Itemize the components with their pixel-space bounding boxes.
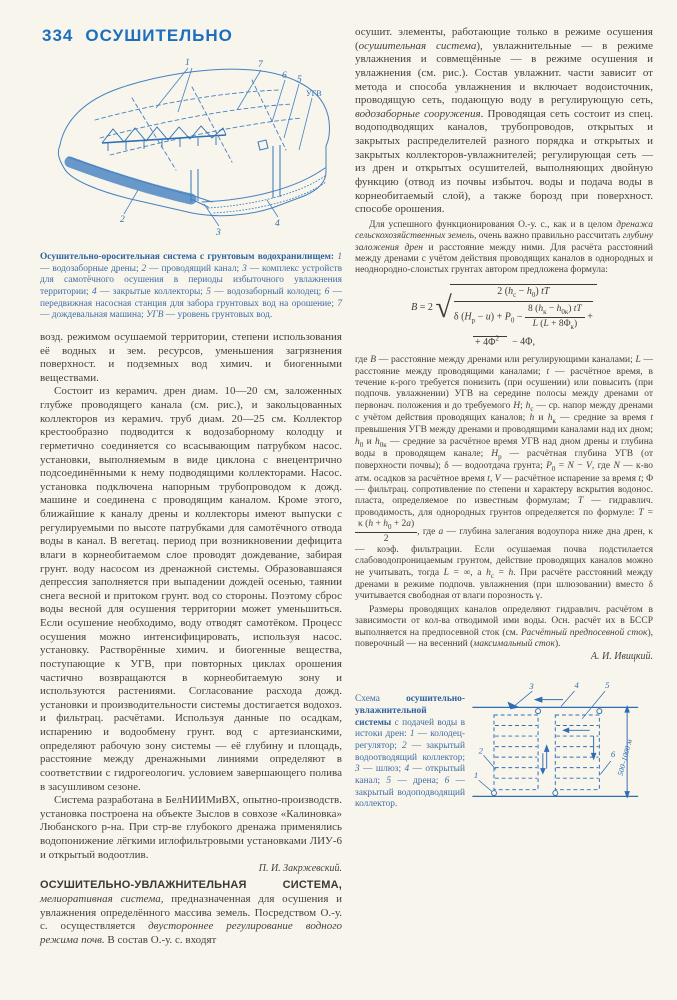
well-top-left <box>536 709 541 714</box>
drains-right <box>556 726 598 779</box>
figure2-caption: Схема осушительно-увлажнительной системы с подачей воды в истоки дрен: 1 — колодец-регулятор; 2 — закрытый водоотводящий коллектор; 3 — шлюз; 4 — открытый канал; 5 — дрена; 6 — закрытый водоподводящий коллектор. <box>355 694 466 810</box>
land-outline <box>58 69 329 216</box>
scheme-callout-4: 4 <box>574 680 579 691</box>
scheme-callout-2: 2 <box>478 745 483 756</box>
scheme-callout-1: 1 <box>473 770 479 781</box>
hatched-slope <box>70 162 191 199</box>
author-signature-1: П. И. Закржевский. <box>258 863 342 875</box>
left-paragraph-3: Система разработана в БелНИИМиВХ, опытно-производств. установка построена на объекте Зыслов в совхозе «Калиновка» Любанского р-на. При стр-ве глубокого дренажа применялись водопонижение лёгкими иглофильтровыми установками ЛИУ-6 и открытый водоотлив. <box>40 794 342 861</box>
callout-2: 2 <box>120 215 125 225</box>
scheme-callout-3: 3 <box>529 681 534 692</box>
drain-lines <box>95 90 280 120</box>
figure1-caption: Осушительно-оросительная система с грунтовым водохранилищем: 1 — водозаборные дрены; 2 — проводящий канал; 3 — комплекс устройств для самотёчного осушения в периоды избыточного увлажнения территории; 4 — закрытые коллекторы; 5 — водозаборный колодец; 6 — передвижная насосная станция для забора грунтовых вод на орошение; 7 — дождевальная машина; УГВ — уровень грунтовых вод. <box>40 252 343 321</box>
right-paragraph-last: Размеры проводящих каналов определяют гидравлич. расчётом в зависимости от кол-ва отводимой ими воды. Осн. расчёт их в БССР выполняется на предпосевной сток (см. Расчётный предпосевной сток), поверочный — на весенний (максимальный сток). <box>355 604 653 649</box>
entry-heading-paragraph: ОСУШИТЕЛЬНО-УВЛАЖНИТЕЛЬНАЯ СИСТЕМА, мелиоративная система, предназначенная для осушения и увлажнения определённого массива земель. Посредством О.-у. с. осуществляется двустороннее регулирование водного режима почв. В состав О.-у. с. входят <box>40 879 343 946</box>
scheme-callout-5: 5 <box>605 680 610 691</box>
right-paragraph-1: осушит. элементы, работающие только в режиме осушения (осушительная система), увлажнительные — в режиме увлажнения и совмещённые — в режиме осушения и увлажнения (см. рис.). Состав увлажнит. части зависит от метода и способа увлажнения и включает водоисточник, проводящую сеть, подающую воду в регулирующую сеть, водозаборные сооружения. Проводящая сеть состоит из спец. водоподводящих каналов, трубопроводов, открытых и закрытых распределителей разного порядка и открытых и закрытых коллекторов-увлажнителей; регулирующая сеть — из дрен и открытых осушителей, выполняющих двойную функцию (отвод из почвы избыточ. воды и подача воды в корнеобитаемый слой), а также борозд при поверхност. способе орошения. <box>355 26 654 216</box>
author-signature-2: А. И. Ивицкий. <box>590 651 653 663</box>
formula-glossary: где B — расстояние между дренами или регулирующими каналами; L — расстояние между проводящими каналами; t — расчётное время, в течение к-рого требуется понизить (при осушении) или повысить (при подпочв. увлажнении) УГВ на середине полосы между дренами от первонач. положения и до требуемого H; $h_с$ — ср. напор между дренами с учётом действия проводящих каналов; h и $h_к$ — средние за время t превышения УГВ между дренами и проводящими каналами над их дном; $h_0$ и $h_{0к}$ — средние за расчётное время УГВ над дном дрены и глубина воды в проводящем канале; $H_р$ — расчётная глубина УГВ (от поверхности почвы); δ — водоотдача грунта; $P_0 = N - V$, где N — к-во атм. осадков за расчётное время t, V — расчётное испарение за время t; Φ — фильтрац. сопротивление по степени и характеру вскрытия водонос. пласта, определяемое по известным формулам; T — гидравлич. проводимость, для однородных грунтов определяется по формуле: T = $\frac{\kappa (h + h_0 + 2a)}{2}$ , где a — глубина залегания водоупора ниже дна дрен, κ — коэф. фильтрации. Если осушаемая почва подстилается слабоводопроницаемым грунтом, действие проводящих каналов можно не учитывать, тогда L = ∞, а $h_с = h$. При расчёте расстояний между дренами в режиме подпочв. увлажнения (при шлюзовании) вместо δ учитывается свободная от влаги порозность γ. <box>355 355 654 602</box>
left-column <box>40 26 342 947</box>
callout-3: 3 <box>216 228 221 238</box>
callout-5: 5 <box>297 75 302 85</box>
pump-station <box>258 140 268 150</box>
drainage-system-illustration <box>40 50 342 242</box>
figure-drainage-irrigation-system <box>40 50 342 247</box>
callout-ugv: УГВ <box>306 89 322 98</box>
running-header <box>42 26 342 46</box>
formula-line-2: + $4\Phi^2 - 4\Phi$, <box>475 334 535 348</box>
right-column <box>355 26 653 947</box>
running-title: ОСУШИТЕЛЬНО <box>85 26 233 45</box>
callout-4: 4 <box>275 219 280 229</box>
callout-6: 6 <box>282 71 287 81</box>
page-number: 334 <box>42 26 74 45</box>
right-paragraph-2: Для успешного функционирования О.-у. с., как и в целом дренажа сельскохозяйственных земель, очень важно правильно рассчитать глубину заложения дрен и расстояние между ними. Для расчёта расстояний между дренами с учётом действия проводящих каналов в однородных и неоднородно-слоистых грунтах автором предложена формула: <box>355 219 654 276</box>
well-top-right <box>597 709 602 714</box>
formula-line-1: B = 2 √ 2 $(h_с - h_0)$ tT δ $(H_р - u) + P_0$ − 8 $(h_к - h_{0к})$ tT L $(L + 8\Phi_к)$ + <box>355 284 653 332</box>
left-paragraph-1: возд. режимом осушаемой территории, степени использования её водных и зем. ресурсов, уменьшения загрязнения поверхност. и подземных вод химич. и биогенными веществами. <box>40 330 342 384</box>
scheme-callout-6: 6 <box>610 749 616 760</box>
scheme-diagram <box>471 676 653 844</box>
drains-left <box>495 726 537 779</box>
dimension-label: 500–1000 м <box>615 738 634 778</box>
callout-1: 1 <box>185 58 190 68</box>
left-paragraph-2: Состоит из керамич. дрен диам. 10—20 см, заложенных глубже проводящего канала (см. рис.), и закольцованных коллекторов из керамич. труб диам. 20—25 см. Коллектор крестообразно подводится к водозаборному колодцу и герметично соединяется со всасывающим патрубком насос. установки, выполняемым в виде циклона с внецентрично подсоединёнными к нему подводящими коллекторами. Насос. установка подключена напорным трубопроводом к дожд. машине и соединена с проводящим каналом. Кроме этого, ближайшие к каналу дрены и коллекторы имеют выпуски с регулируемыми по высоте патрубками для самотёчного отвода воды в канал. В вегетац. период при возникновении дефицита влаги в корнеобитаемом слое проводят дождевание, забирая грунт. воду насосом из дренажной системы. Образовавшаяся депрессия заполняется при выпадении дождей осенью, таянии снега весной и притоком грунт. вод со стороны. Поэтому сброс воды весной для осушения территории может уменьшиться. Если осушение необходимо, воду отводят самотёком. Процесс осушения можно интенсифицировать, используя насос. установку. Растворённые химич. и биогенные вещества, поступающие к УГВ, при повторных циклах орошения частично возвращаются в корнеобитаемую зону и используются растениями. Согласование расхода дожд. установки и производительности системы достигается водохоз. и фильтрац. расчётами. Используя данные по осадкам, испарению и водообмену грунт. вод с артезианскими, определяют рабочую зону системы — её глубину и площадь, расстояние между дренажными линиями определяют в соответствии с гидрогеологич. условием завершающего полива в засушливом сезоне. <box>40 385 342 793</box>
figure-scheme-row <box>355 676 653 844</box>
well-bottom-right <box>553 791 558 796</box>
drain-spacing-formula <box>355 284 653 349</box>
callout-7: 7 <box>258 60 263 70</box>
sprinkler-machine <box>102 126 226 151</box>
